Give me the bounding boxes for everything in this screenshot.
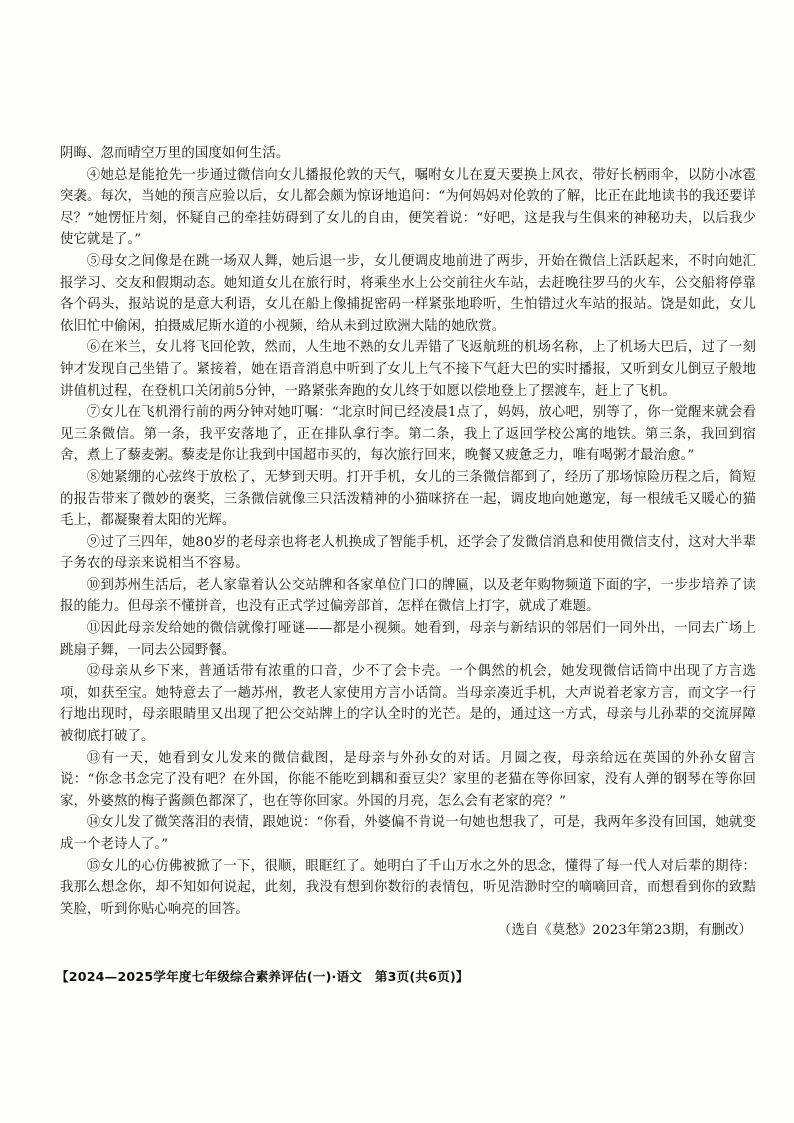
paragraph-continued: 阴晦、忽而晴空万里的国度如何生活。: [60, 146, 290, 161]
paragraph-9: ⑨过了三四年，她80岁的老母亲也将老人机换成了智能手机，还学会了发微信消息和使用微信支付，这对大半辈子务农的母亲来说相当不容易。: [60, 534, 756, 572]
paragraph-15: ⑮女儿的心仿佛被掀了一下，很顺，眼眶红了。她明白了千山万水之外的思念，懂得了每一代人对后辈的期待：我那么想念你，却不知如何说起，此刻，我没有想到你数衍的表情包，听见浩渺时空的嘀嘀回音，而想看到你的致黠笑脸，听到你贴心响亮的回答。: [60, 858, 756, 917]
paragraph-5: ⑤母女之间像是在跳一场双人舞，她后退一步，女儿便调皮地前进了两步，开始在微信上活跃起来，不时向她汇报学习、交友和假期动态。她知道女儿在旅行时，将乘坐水上公交前往火车站，去赶晚往罗马的火车，公交船将停靠各个码头，报站说的是意大利语，女儿在船上像捕捉密码一样紧张地聆听，生怕错过火车站的报站。饶是如此，女儿依旧忙中偷闲，拍摄威尼斯水道的小视频，给从未到过欧洲大陆的她欣赏。: [60, 253, 756, 334]
paragraph-6: ⑥在米兰，女儿将飞回伦敦，然而，人生地不熟的女儿弄错了飞返航班的机场名称，上了机场大巴后，过了一刻钟才发现自己坐错了。紧接着，她在语音消息中听到了女儿上气不接下气赶大巴的实时播报，又听到女儿倒豆子般地讲值机过程，在登机口关闭前5分钟，一路紧张奔跑的女儿终于如愿以偿地登上了摆渡车，赶上了飞机。: [60, 340, 756, 399]
paragraph-4: ④她总是能抢先一步通过微信向女儿播报伦敦的天气，嘱咐女儿在夏天要换上风衣，带好长柄雨伞，以防小冰雹突袭。每次，当她的预言应验以后，女儿都会颇为惊讶地追问：“为何妈妈对伦敦的了解，比正在此地读书的我还要详尽？”她愣怔片刻，怀疑自己的牵挂妨碍到了女儿的自由，便笑着说：“好吧，这是我与生俱来的神秘功夫，以后我少使它就是了。”: [60, 167, 756, 248]
paragraph-11: ⑪因此母亲发给她的微信就像打哑谜——都是小视频。她看到，母亲与新结识的邻居们一同外出，一同去广场上跳扇子舞，一同去公园野餐。: [60, 621, 756, 658]
paragraph-12: ⑫母亲从乡下来，普通话带有浓重的口音，少不了会卡壳。一个偶然的机会，她发现微信话筒中出现了方言选项，如获至宝。她特意去了一趟苏州，教老人家使用方言小话筒。当母亲凑近手机，大声说着老家方言，而文字一行行地出现时，母亲眼睛里又出现了把公交站牌上的字认全时的光芒。是的，通过这一方式，母亲与儿孙辈的交流屏障被彻底打破了。: [60, 664, 756, 745]
page-footer: 【2024—2025学年度七年级综合素养评估(一)·语文 第3页(共6页)】: [56, 969, 469, 984]
article-source: （选自《莫愁》2023年第23期，有删改）: [497, 923, 752, 939]
paragraph-7: ⑦女儿在飞机滑行前的两分钟对她叮嘱：“北京时间已经凌晨1点了，妈妈，放心吧，别等了，你一觉醒来就会看见三条微信。第一条，我平安落地了，正在排队拿行李。第二条，我上了返回学校公寓的地铁。第三条，我回到宿舍，煮上了藜麦粥。藜麦是你让我到中国超市买的，每次旅行回来，晚餐又疲惫乏力，唯有喝粥才最治愈。”: [60, 405, 756, 464]
paragraph-8: ⑧她紧绷的心弦终于放松了，无梦到天明。打开手机，女儿的三条微信都到了，经历了那场惊险历程之后，简短的报告带来了微妙的褒奖，三条微信就像三只活泼精神的小猫咪挤在一起，调皮地向她邀宠，每一根绒毛又暖心的猫毛上，都凝聚着太阳的光辉。: [60, 469, 756, 529]
paragraph-13: ⑬有一天，她看到女儿发来的微信截图，是母亲与外孙女的对话。月圆之夜，母亲给远在英国的外孙女留言说：“你念书念完了没有吧？在外国，你能不能吃到耦和蚕豆尖？家里的老猫在等你回家，没有人弹的钢琴在等你回家，外婆熬的梅子酱颜色都深了，也在等你回家。外国的月亮，怎么会有老家的亮？”: [60, 750, 756, 809]
paragraph-10: ⑩到苏州生活后，老人家靠着认公交站牌和各家单位门口的牌匾，以及老年购物频道下面的字，一步步培养了读报的能力。但母亲不懂拼音，也没有正式学过偏旁部首，怎样在微信上打字，就成了难题。: [60, 577, 756, 615]
paragraph-14: ⑭女儿发了微笑落泪的表情，跟她说：“你看，外婆偏不肯说一句她也想我了，可是，我两年多没有回国，她就变成一个老诗人了。”: [60, 815, 756, 852]
article-body: [60, 143, 756, 942]
